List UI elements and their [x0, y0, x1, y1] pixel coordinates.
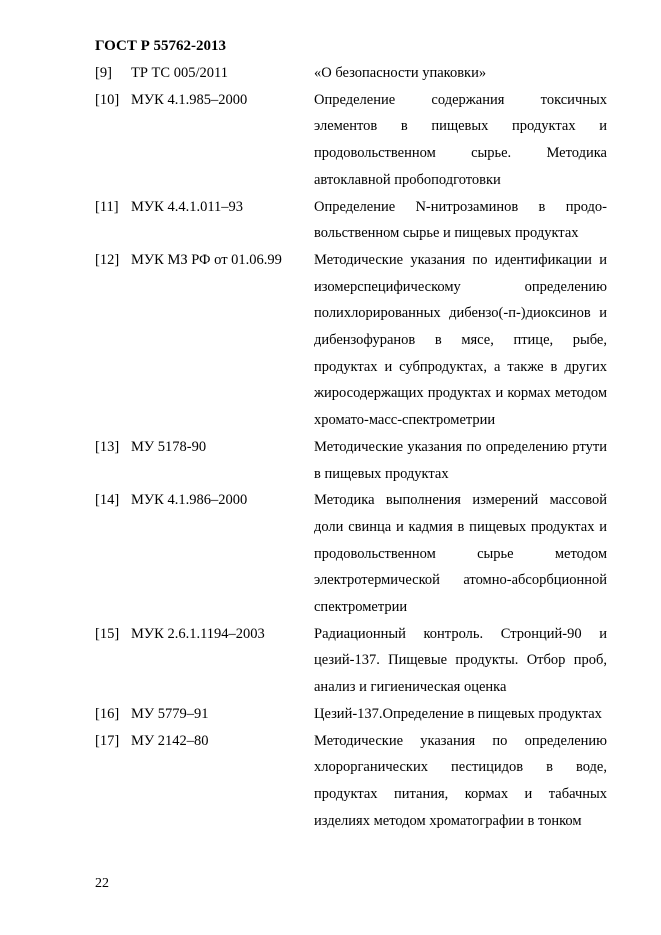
- reference-number: [16]: [95, 705, 120, 722]
- reference-item: [95, 487, 615, 621]
- reference-number: [17]: [95, 732, 120, 749]
- reference-title: Методические указания по определению хлорорганических пестицидов в воде, продуктах питания, кормах и табачных изделиях методом хроматографии в тонком: [314, 732, 607, 829]
- reference-title: Методические указания по определению ртути в пищевых продуктах: [314, 438, 607, 482]
- reference-number: [11]: [95, 198, 119, 215]
- reference-number: [10]: [95, 91, 120, 108]
- reference-code: ТР ТС 005/2011: [131, 65, 228, 81]
- reference-title: Методика выполнения измерений массовой доли свинца и кадмия в пищевых продуктах и продовольственном сырье методом электротермической атомно-абсорбционной спектрометрии: [314, 492, 607, 616]
- reference-title: «О безопасности упаковки»: [314, 65, 487, 81]
- reference-code: МУК 4.1.986–2000: [131, 492, 248, 509]
- reference-title: Радиационный контроль. Стронций-90 и цезий-137. Пищевые продукты. Отбор проб, анализ и гигиеническая оценка: [314, 625, 607, 696]
- reference-number: [9]: [95, 65, 112, 81]
- reference-item: [95, 701, 615, 728]
- reference-title: Определение содержания токсичных элементов в пищевых продуктах и продовольственном сырье. Методика автоклавной пробоподготовки: [314, 91, 607, 188]
- reference-number: [13]: [95, 438, 120, 455]
- reference-code: МУК МЗ РФ от 01.06.99: [131, 251, 282, 268]
- reference-number: [15]: [95, 625, 120, 642]
- reference-item: [95, 60, 615, 87]
- reference-item: [95, 621, 615, 701]
- reference-title: Определение N-нитрозаминов в продо-вольственном сырье и пищевых продуктах: [314, 198, 607, 242]
- page-number: 22: [95, 876, 109, 891]
- reference-item: [95, 434, 615, 487]
- reference-code: МУ 5178-90: [131, 438, 207, 455]
- reference-code: МУ 5779–91: [131, 705, 209, 722]
- reference-title: Методические указания по идентификации и изомерспецифическому определению полихлорированных дибензо(-п-)диоксинов и дибензофуранов в мясе, птице, рыбе, продуктах и субпродуктах, а также в других жиросодержащих продуктах и кормах методом хромато-масс-спектрометрии: [314, 251, 607, 429]
- reference-code: МУК 2.6.1.1194–2003: [131, 625, 265, 642]
- reference-code: МУК 4.1.985–2000: [131, 91, 248, 108]
- reference-item: [95, 247, 615, 434]
- reference-list: [95, 60, 615, 834]
- reference-number: [12]: [95, 251, 120, 268]
- document-header: ГОСТ Р 55762-2013: [95, 38, 227, 54]
- reference-code: МУК 4.4.1.011–93: [131, 198, 244, 215]
- reference-item: [95, 728, 615, 835]
- reference-code: МУ 2142–80: [131, 732, 209, 749]
- reference-item: [95, 87, 615, 194]
- reference-item: [95, 194, 615, 247]
- reference-number: [14]: [95, 492, 120, 509]
- reference-title: Цезий-137.Определение в пищевых продуктах: [314, 705, 602, 722]
